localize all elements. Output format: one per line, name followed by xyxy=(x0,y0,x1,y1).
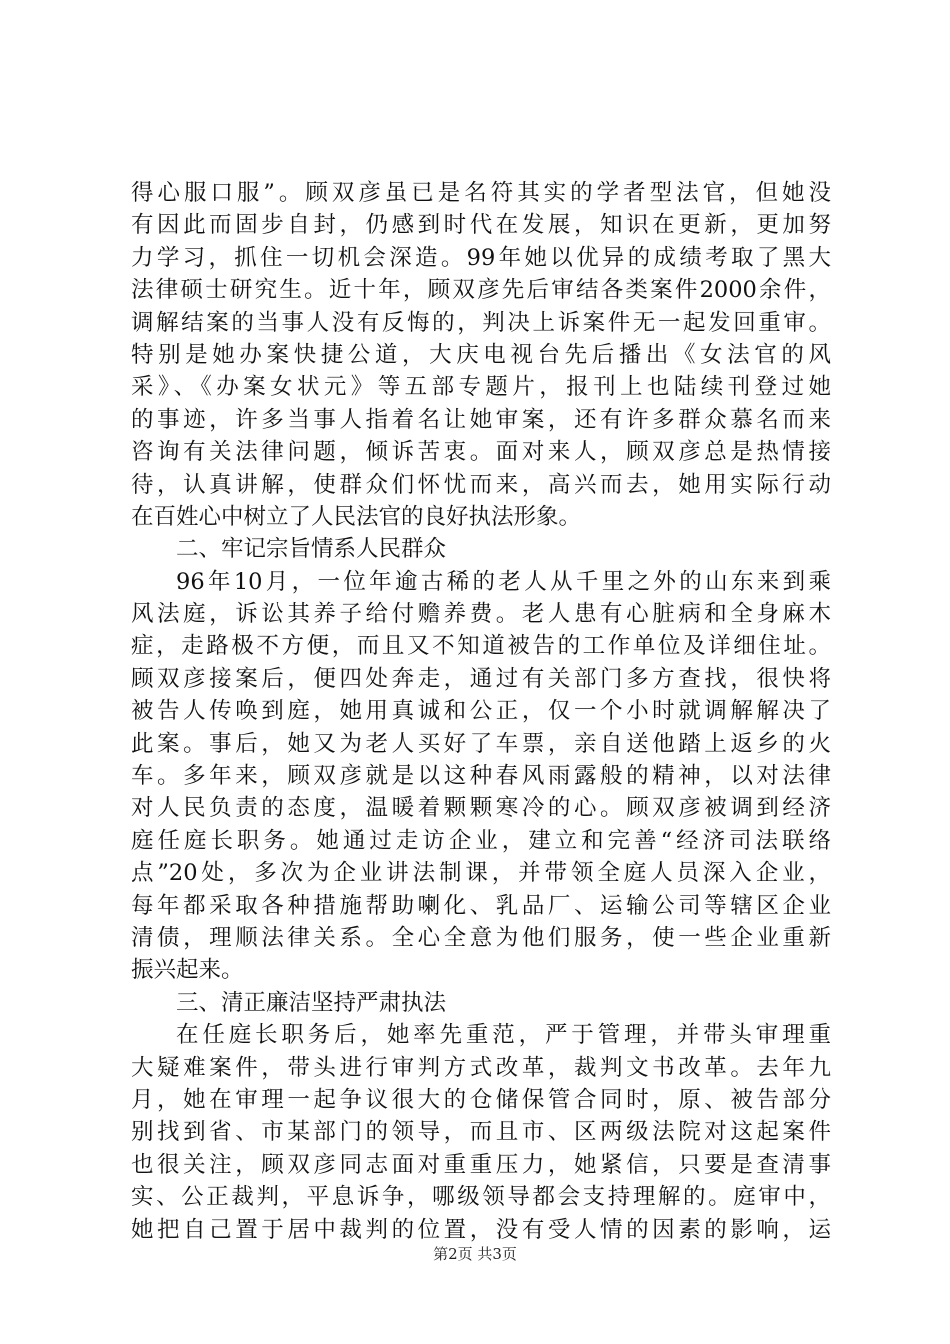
paragraph-line: 有因此而固步自封，仍感到时代在发展，知识在更新，更加努 xyxy=(131,212,831,239)
section-heading: 二、牢记宗旨情系人民群众 xyxy=(176,536,447,563)
document-body xyxy=(131,177,831,1246)
paragraph-line: 采》、《办案女状元》等五部专题片，报刊上也陆续刊登过她 xyxy=(131,374,831,401)
paragraph-line: 点”20处，多次为企业讲法制课，并带领全庭人员深入企业， xyxy=(131,860,831,887)
section-heading: 三、清正廉洁坚持严肃执法 xyxy=(176,989,447,1016)
paragraph-line: 在百姓心中树立了人民法官的良好执法形象。 xyxy=(131,503,582,530)
paragraph-line: 调解结案的当事人没有反悔的，判决上诉案件无一起发回重审。 xyxy=(131,309,831,336)
paragraph-line: 力学习，抓住一切机会深造。99年她以优异的成绩考取了黑大 xyxy=(131,244,831,271)
paragraph-line: 法律硕士研究生。近十年，顾双彦先后审结各类案件2000余件， xyxy=(131,277,831,304)
paragraph-line: 特别是她办案快捷公道，大庆电视台先后播出《女法官的风 xyxy=(131,341,831,368)
paragraph-line: 咨询有关法律问题，倾诉苦衷。面对来人，顾双彦总是热情接 xyxy=(131,439,831,466)
paragraph-line: 清债，理顺法律关系。全心全意为他们服务，使一些企业重新 xyxy=(131,924,831,951)
paragraph-line: 待，认真讲解，使群众们怀忧而来，高兴而去，她用实际行动 xyxy=(131,471,831,498)
paragraph-line: 别找到省、市某部门的领导，而且市、区两级法院对这起案件 xyxy=(131,1119,831,1146)
paragraph-line: 风法庭，诉讼其养子给付赡养费。老人患有心脏病和全身麻木 xyxy=(131,601,831,628)
paragraph-line: 在任庭长职务后，她率先重范，严于管理，并带头审理重 xyxy=(176,1022,831,1049)
paragraph-line: 月，她在审理一起争议很大的仓储保管合同时，原、被告部分 xyxy=(131,1086,831,1113)
paragraph-line: 她把自己置于居中裁判的位置，没有受人情的因素的影响，运 xyxy=(131,1216,831,1243)
paragraph-line: 顾双彦接案后，便四处奔走，通过有关部门多方查找，很快将 xyxy=(131,665,831,692)
paragraph-line: 被告人传唤到庭，她用真诚和公正，仅一个小时就调解解决了 xyxy=(131,698,831,725)
paragraph-line: 此案。事后，她又为老人买好了车票，亲自送他踏上返乡的火 xyxy=(131,730,831,757)
paragraph-line: 实、公正裁判，平息诉争，哪级领导都会支持理解的。庭审中， xyxy=(131,1184,831,1211)
paragraph-line: 96年10月，一位年逾古稀的老人从千里之外的山东来到乘 xyxy=(176,568,831,595)
paragraph-line: 对人民负责的态度，温暖着颗颗寒冷的心。顾双彦被调到经济 xyxy=(131,795,831,822)
paragraph-line: 振兴起来。 xyxy=(131,957,244,984)
paragraph-line: 的事迹，许多当事人指着名让她审案，还有许多群众慕名而来 xyxy=(131,406,831,433)
paragraph-line: 车。多年来，顾双彦就是以这种春风雨露般的精神，以对法律 xyxy=(131,763,831,790)
paragraph-line: 庭任庭长职务。她通过走访企业，建立和完善“经济司法联络 xyxy=(131,827,831,854)
page-number: 第2页 共3页 xyxy=(433,1245,517,1263)
paragraph-line: 每年都采取各种措施帮助喇化、乳品厂、运输公司等辖区企业 xyxy=(131,892,831,919)
paragraph-line: 症，走路极不方便，而且又不知道被告的工作单位及详细住址。 xyxy=(131,633,831,660)
page-footer xyxy=(0,1244,950,1264)
paragraph-line: 得心服口服”。顾双彦虽已是名符其实的学者型法官，但她没 xyxy=(131,180,831,206)
paragraph-line: 大疑难案件，带头进行审判方式改革，裁判文书改革。去年九 xyxy=(131,1054,831,1081)
paragraph-line: 也很关注，顾双彦同志面对重重压力，她紧信，只要是查清事 xyxy=(131,1151,831,1178)
